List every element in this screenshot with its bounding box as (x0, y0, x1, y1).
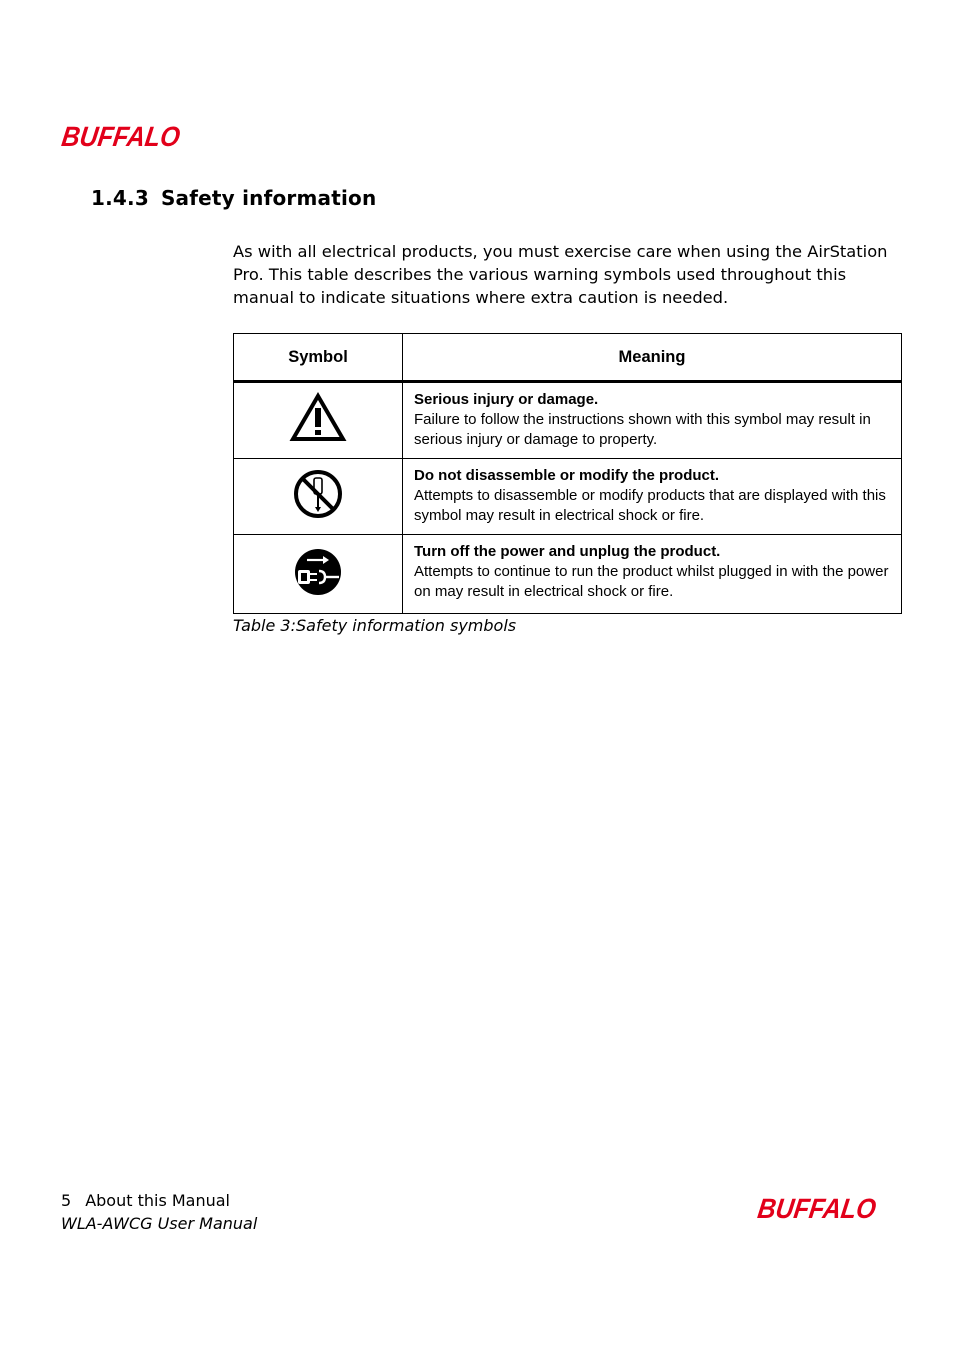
section-heading (91, 186, 376, 210)
manual-title: WLA-AWCG User Manual (61, 1214, 258, 1233)
symbol-cell (234, 459, 403, 535)
safety-symbols-table (233, 333, 902, 614)
symbol-cell (234, 535, 403, 614)
row-description: Attempts to disassemble or modify products that are displayed with this symbol may result in electrical shock or fire. (414, 487, 886, 524)
symbol-cell (234, 382, 403, 459)
meaning-column-header: Meaning (403, 334, 902, 382)
table-row (234, 535, 902, 614)
buffalo-logo (59, 121, 197, 152)
section-title: Safety information (160, 186, 377, 210)
svg-text:BUFFALO: BUFFALO (59, 121, 197, 152)
intro-paragraph: As with all electrical products, you must exercise care when using the AirStation Pro. This table describes the various warning symbols used throughout this manual to indicate situations where extra caution is needed. (233, 242, 888, 307)
symbol-column-header: Symbol (234, 334, 403, 382)
row-description: Attempts to continue to run the product whilst plugged in with the power on may result in electrical shock or fire. (414, 563, 889, 600)
section-number: 1.4.3 (91, 186, 149, 210)
meaning-cell (403, 535, 902, 614)
meaning-cell (403, 382, 902, 459)
row-title: Serious injury or damage. (414, 391, 599, 408)
table-row (234, 382, 902, 459)
chapter-name: About this Manual (85, 1191, 230, 1210)
row-description: Failure to follow the instructions shown with this symbol may result in serious injury or damage to property. (414, 411, 871, 448)
row-title: Turn off the power and unplug the product. (414, 543, 721, 560)
meaning-cell (403, 459, 902, 535)
row-title: Do not disassemble or modify the product. (414, 467, 720, 484)
page-footer (61, 1189, 257, 1235)
buffalo-logo-footer (755, 1193, 893, 1224)
table-row (234, 459, 902, 535)
unplug-power-icon (293, 547, 343, 597)
no-disassembly-icon (292, 468, 344, 520)
svg-text:BUFFALO: BUFFALO (755, 1193, 893, 1224)
table-caption: Table 3:Safety information symbols (233, 616, 517, 635)
warning-triangle-icon (290, 393, 346, 443)
page-number: 5 (61, 1191, 72, 1210)
table-header-row (234, 334, 902, 382)
